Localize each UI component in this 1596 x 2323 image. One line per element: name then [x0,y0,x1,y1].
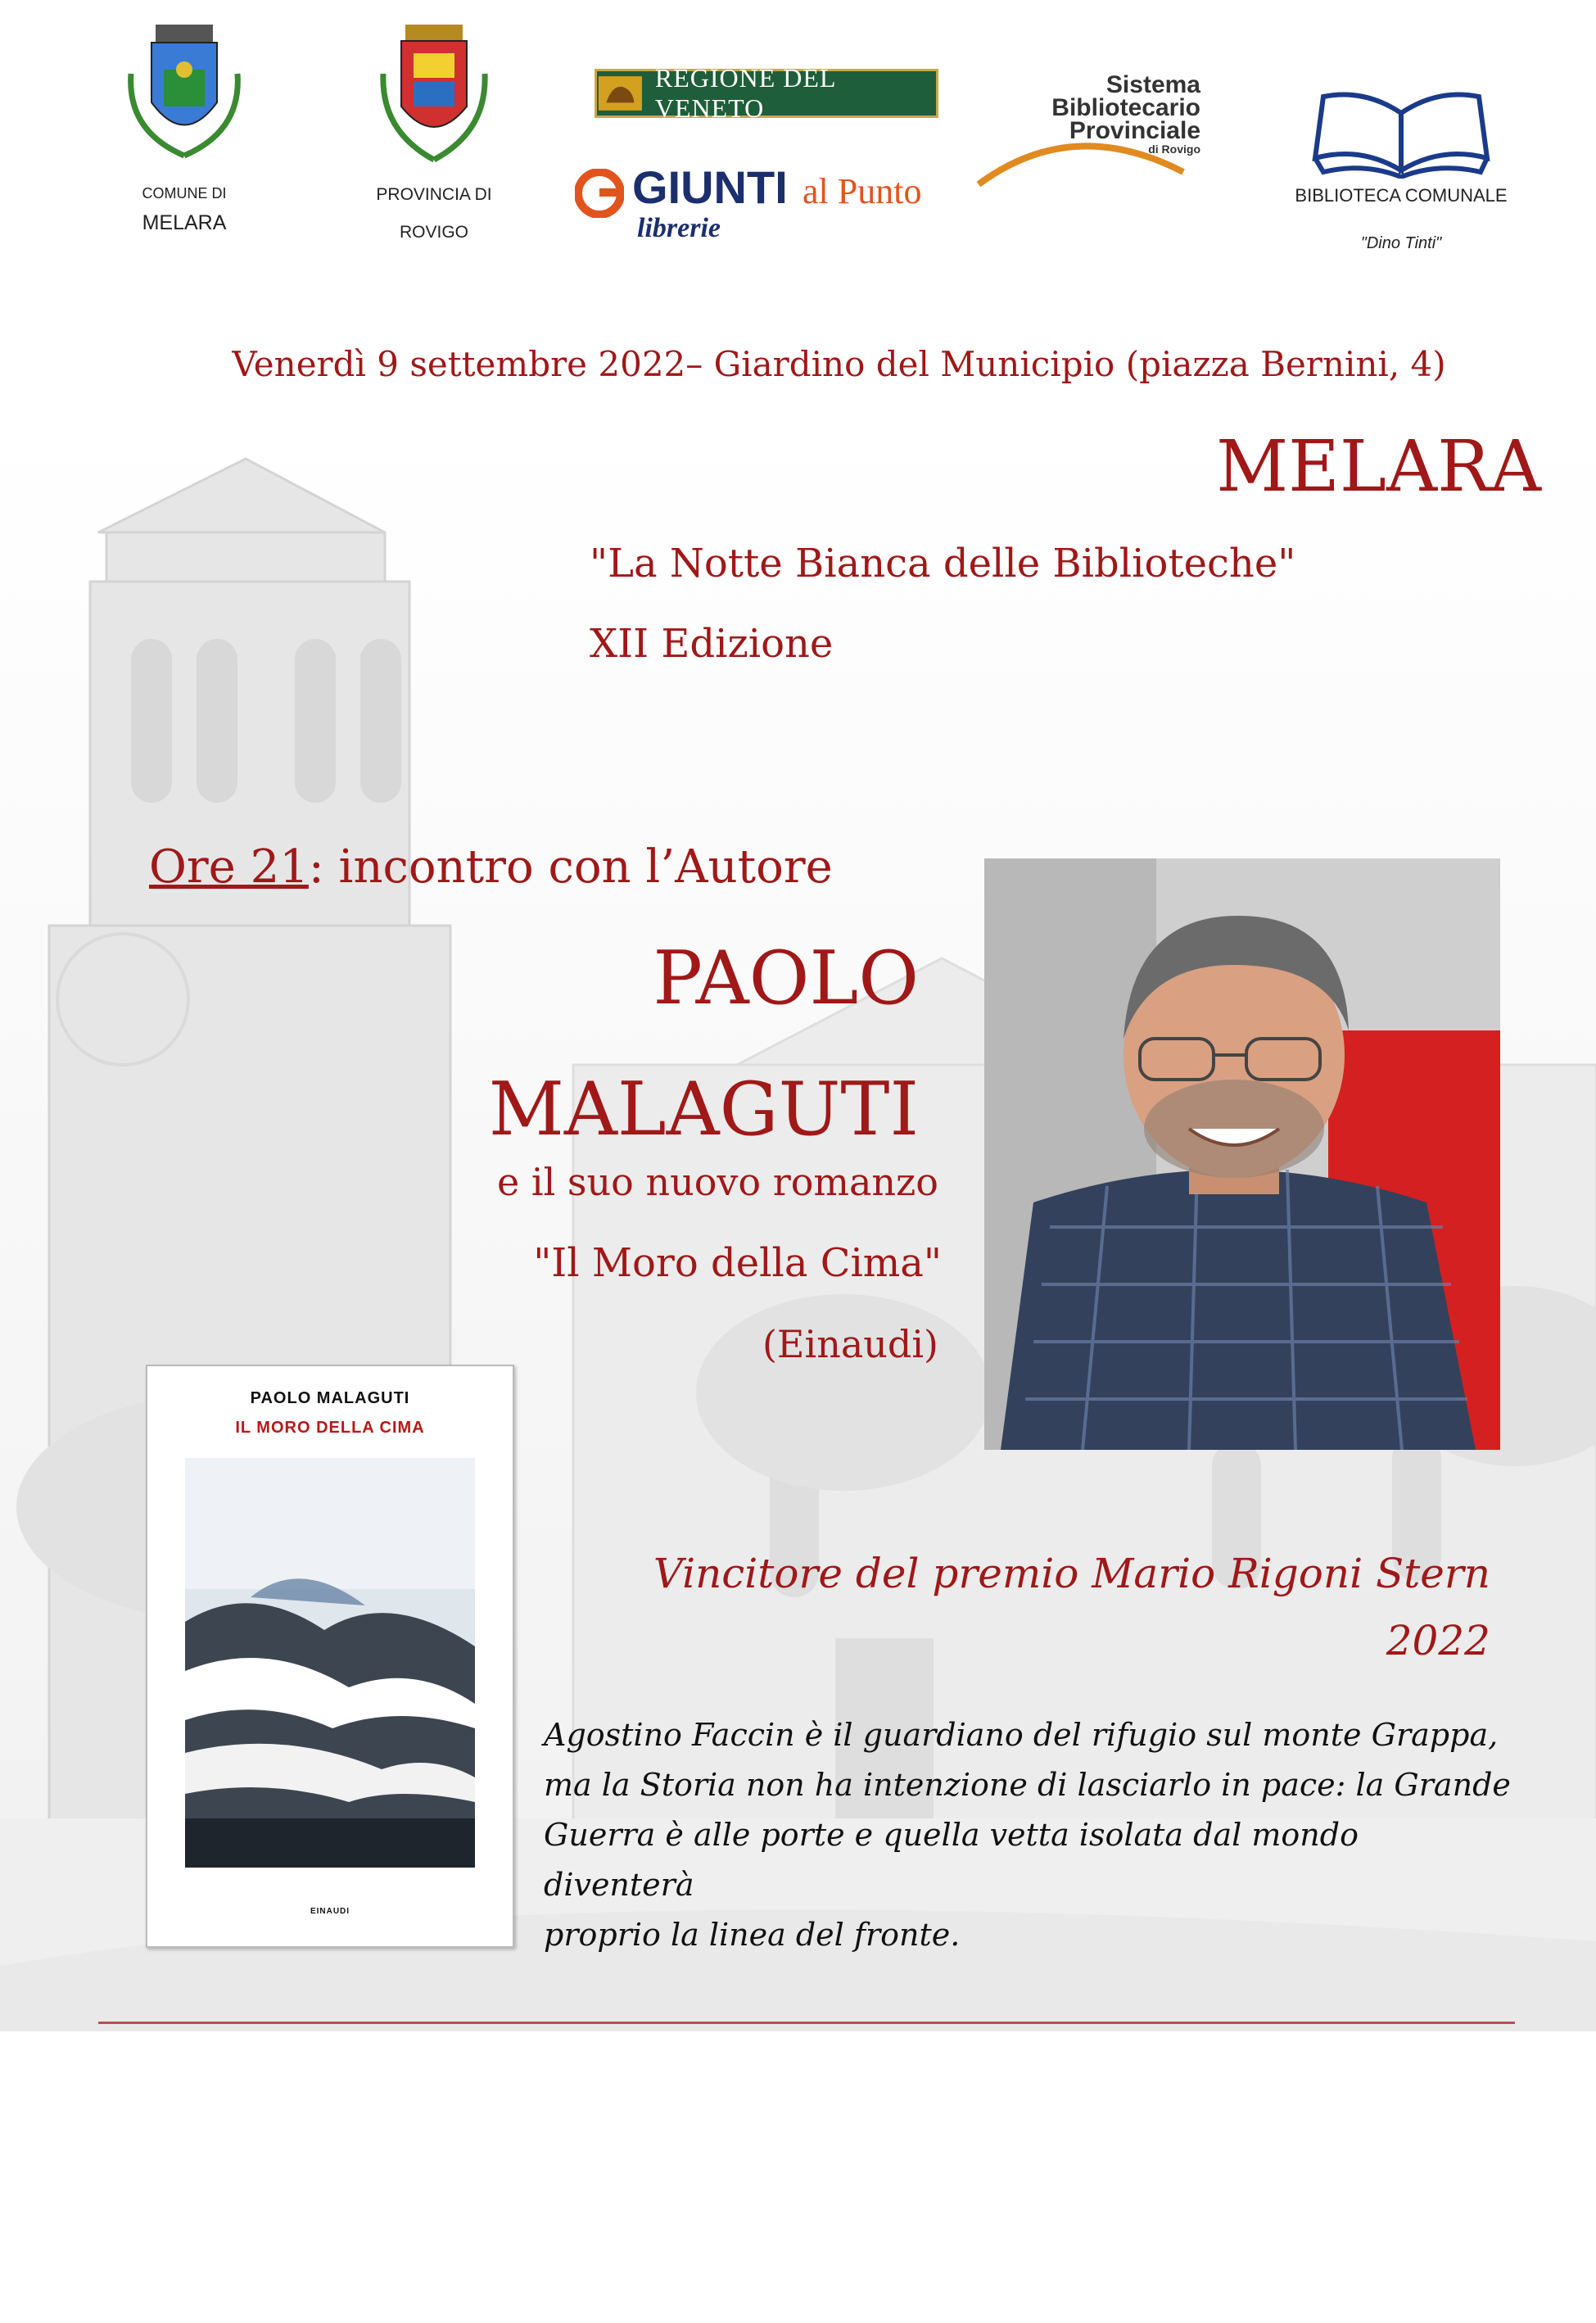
open-book-icon [1307,80,1495,179]
prize-line1: Vincitore del premio Mario Rigoni Stern [653,1550,1490,1597]
giunti-librerie: librerie [637,213,721,243]
giunti-wordmark: GIUNTI [632,161,788,213]
synopsis-line-4: proprio la linea del fronte. [544,1917,961,1953]
biblioteca-label: BIBLIOTECA COMUNALE [1295,185,1508,206]
event-edition: XII Edizione [590,621,834,667]
footer-divider [98,2022,1515,2024]
author-last-name: MALAGUTI [488,1066,919,1152]
comune-label-line1: COMUNE DI [142,185,227,202]
meeting-description: : incontro con l’Autore [308,840,833,894]
regione-veneto-logo [595,63,938,123]
event-date-line: Venerdì 9 settembre 2022– Giardino del Municipio (piazza Bernini, 4) [232,344,1446,384]
author-photo-illustration [984,858,1500,1450]
synopsis-line-1: Agostino Faccin è il guardiano del rifugio sul monte Grappa, [544,1717,1499,1753]
author-first-name: PAOLO [653,935,919,1021]
biblioteca-name: "Dino Tinti" [1360,234,1442,252]
provincia-label-line1: PROVINCIA DI [376,185,492,204]
author-photo [984,858,1500,1450]
book-cover-author: PAOLO MALAGUTI [250,1389,410,1407]
book-cover-publisher: EINAUDI [310,1907,350,1916]
novel-intro: e il suo nuovo romanzo [497,1160,938,1204]
giunti-al-punto: al Punto [803,171,922,211]
book-cover [146,1365,514,1948]
event-title: "La Notte Bianca delle Biblioteche" [590,541,1296,586]
meeting-heading [149,840,833,894]
synopsis [544,1710,1518,1960]
giunti-g-icon [575,169,624,218]
meeting-time: Ore 21 [149,840,309,894]
novel-publisher: (Einaudi) [762,1322,938,1366]
novel-title: "Il Moro della Cima" [533,1240,942,1286]
prize-year: 2022 [1386,1617,1490,1664]
sbp-line4: di Rovigo [1148,143,1200,156]
comune-label-line2: MELARA [142,211,227,234]
comune-melara-crest [123,25,246,164]
sbp-line3: Provinciale [1069,117,1200,144]
provincia-label-line2: ROVIGO [399,223,468,242]
provincia-rovigo-crest [377,25,491,164]
sbp-line1: Sistema [1105,71,1200,98]
regione-veneto-text: REGIONE DEL VENETO [654,63,836,123]
lion-icon [597,74,644,113]
city-title: MELARA [1216,426,1541,508]
sbp-line2: Bibliotecario [1051,94,1200,121]
book-cover-artwork [185,1458,475,1868]
synopsis-line-2: ma la Storia non ha intenzione di lasciarlo in pace: la Grande [544,1767,1511,1803]
book-cover-title: IL MORO DELLA CIMA [235,1419,425,1437]
synopsis-line-3: Guerra è alle porte e quella vetta isolata dal mondo diventerà [544,1817,1359,1903]
sbp-swoosh-icon [974,123,1187,188]
